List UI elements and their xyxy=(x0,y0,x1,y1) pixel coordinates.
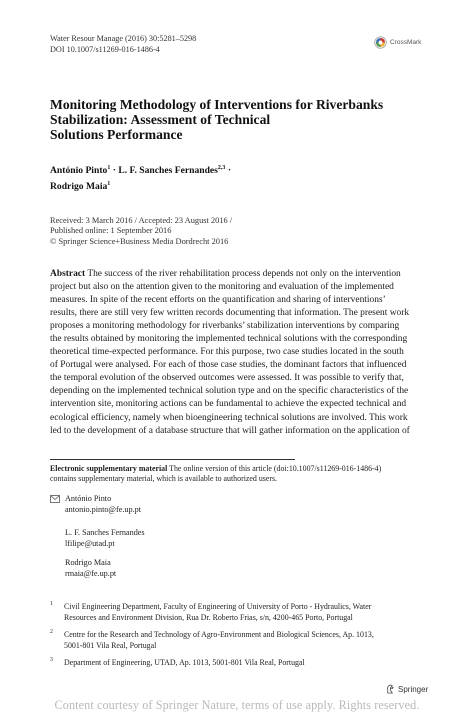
abstract-line: theoretical time-expected performance. For this purpose, two case studies located in the south xyxy=(50,347,404,358)
esm-label: Electronic supplementary material xyxy=(50,464,168,473)
esm-line-1: Electronic supplementary material The online version of this article (doi:10.1007/s11269-016-1486-4) xyxy=(50,464,382,473)
author-name[interactable]: António Pinto xyxy=(50,165,108,176)
affiliation-text: Civil Engineering Department, Faculty of Engineering of University of Porto - Hydraulics, Water Resources and Environment Division, Rua Dr. Roberto Frias, s/n, 4200-465 Porto, Portugal xyxy=(64,602,372,622)
affiliation-number: 1 xyxy=(50,601,53,607)
contact-entry xyxy=(65,557,116,579)
author-affil-sup: 2,3 xyxy=(217,165,226,171)
contact-email[interactable]: rmaia@fe.up.pt xyxy=(65,569,117,578)
crossmark-label: CrossMark xyxy=(390,38,422,46)
author-separator: · xyxy=(110,165,119,176)
author-line-2 xyxy=(50,178,420,194)
esm-line-2: contains supplementary material, which is available to authorized users. xyxy=(50,473,278,483)
crossmark-badge[interactable] xyxy=(374,34,436,50)
envelope-icon xyxy=(50,495,60,503)
received-accepted-line: Received: 3 March 2016 / Accepted: 23 August 2016 / xyxy=(50,216,233,225)
copyright-line: © Springer Science+Business Media Dordrecht 2016 xyxy=(50,236,229,246)
journal-header xyxy=(50,34,196,55)
abstract-line: intervention site, monitoring actions can be fundamental to achieve the expected technical and xyxy=(50,399,407,410)
contact-name: Rodrigo Maia xyxy=(65,558,111,567)
author-name[interactable]: Rodrigo Maia xyxy=(50,180,108,192)
abstract-line: led to the development of a database structure that will gather information on the application of xyxy=(50,425,410,436)
abstract-line: the temporal evolution of the observed outcomes were assessed. It was possible to verify that, xyxy=(50,373,404,384)
author-affil-sup: 1 xyxy=(107,165,111,171)
abstract-line: depending on the implemented technical solution type and on the specific characteristics of the xyxy=(50,386,409,397)
abstract-line: measures. In spite of the recent efforts on the quantification and sharing of interventions’ xyxy=(50,295,386,306)
publication-dates xyxy=(50,216,420,247)
published-online-line: Published online: 1 September 2016 xyxy=(50,226,172,236)
abstract-line: results, there are still very few written records documenting that information. The present work xyxy=(50,308,410,319)
affiliation-number: 2 xyxy=(50,629,53,635)
abstract-line: ecological efficiency, namely when bioengineering technical solutions are involved. This work xyxy=(50,412,408,423)
title-line-3: Solutions Performance xyxy=(50,127,183,143)
abstract xyxy=(50,268,426,438)
springer-logo[interactable] xyxy=(386,683,446,695)
author-separator: · xyxy=(225,165,232,176)
abstract-line: Abstract The success of the river rehabilitation process depends not only on the intervention xyxy=(50,269,401,279)
contact-entry xyxy=(65,493,141,515)
contact-name: L. F. Sanches Fernandes xyxy=(65,528,145,537)
affiliation-text: Department of Engineering, UTAD, Ap. 1013, 5001-801 Vila Real, Portugal xyxy=(64,658,305,667)
contact-email[interactable]: lfilipe@utad.pt xyxy=(65,539,115,548)
author-affil-sup: 1 xyxy=(107,180,111,187)
abstract-line: project but also on the attention given to the monitoring and evaluation of the implemented xyxy=(50,282,394,293)
contact-email[interactable]: antonio.pinto@fe.up.pt xyxy=(65,505,141,514)
supplementary-material-note xyxy=(50,464,426,483)
affiliation-number: 3 xyxy=(50,657,53,663)
contact-name: António Pinto xyxy=(65,494,112,503)
article-title xyxy=(50,97,420,143)
author-name[interactable]: L. F. Sanches Fernandes xyxy=(118,165,218,176)
crossmark-icon xyxy=(374,36,387,49)
author-line-1 xyxy=(50,162,420,178)
author-list xyxy=(50,162,420,193)
abstract-line: the results obtained by monitoring the implemented technical solutions with the corresponding xyxy=(50,334,408,345)
title-line-2: Stabilization: Assessment of Technical xyxy=(50,112,271,128)
springer-horse-icon xyxy=(386,684,395,694)
abstract-label: Abstract xyxy=(50,269,86,279)
footnote-divider xyxy=(50,459,295,460)
abstract-line: proposes a monitoring methodology for riverbanks’ stabilization interventions by comparing xyxy=(50,321,400,332)
springer-label: Springer xyxy=(398,684,429,694)
courtesy-watermark: Content courtesy of Springer Nature, terms of use apply. Rights reserved. xyxy=(54,698,420,712)
journal-citation: Water Resour Manage (2016) 30:5281–5298 xyxy=(50,34,197,43)
affiliation-text: Centre for the Research and Technology of Agro-Environment and Biological Sciences, Ap. 1013, 5001-801 Vila Real, Portugal xyxy=(64,630,374,650)
abstract-line: of Portugal were analysed. For each of those case studies, the dominant factors that influenced xyxy=(50,360,407,371)
contact-entry xyxy=(65,527,145,549)
title-line-1: Monitoring Methodology of Interventions for Riverbanks xyxy=(50,97,384,112)
doi-line: DOI 10.1007/s11269-016-1486-4 xyxy=(50,44,160,54)
